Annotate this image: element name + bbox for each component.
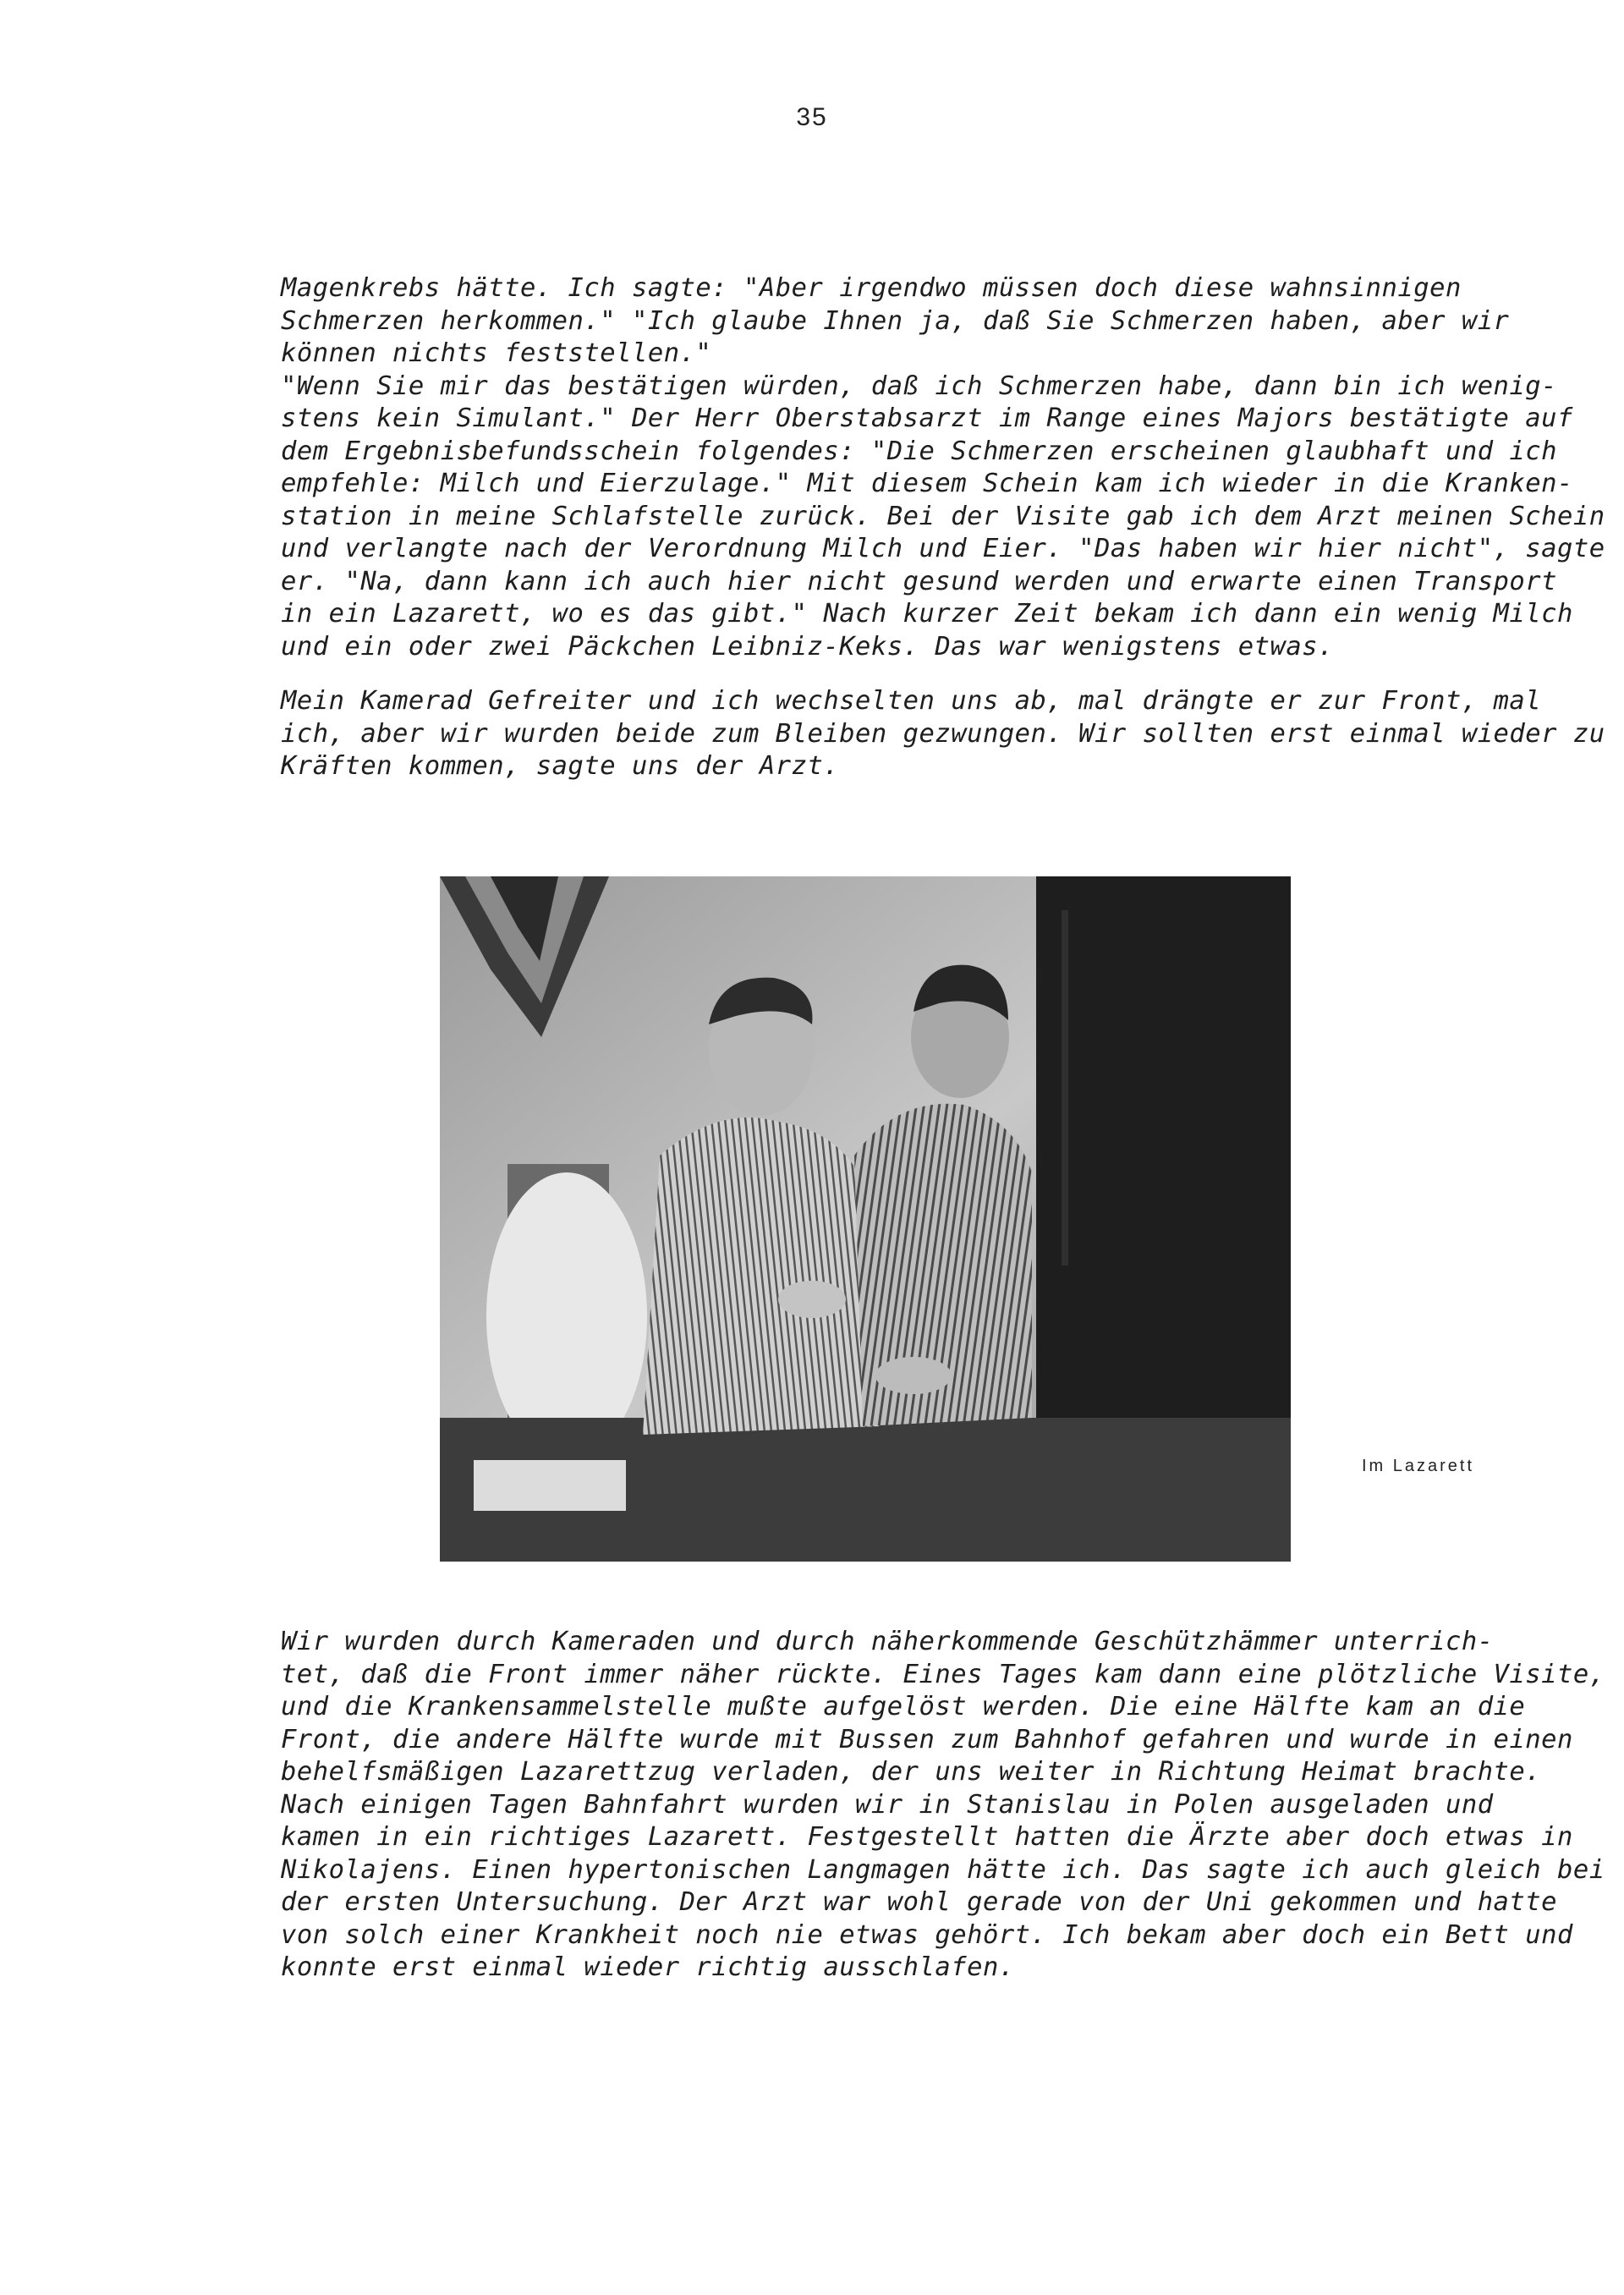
text-line: station in meine Schlafstelle zurück. Bei der Visite gab ich dem Arzt meinen Schein bbox=[281, 501, 1605, 531]
text-line: Nikolajens. Einen hypertonischen Langmagen hätte ich. Das sagte ich auch gleich bei bbox=[281, 1854, 1605, 1885]
paragraph-1 bbox=[281, 272, 1605, 663]
photo-caption: Im Lazarett bbox=[1362, 1457, 1475, 1475]
text-line: in ein Lazarett, wo es das gibt." Nach kurzer Zeit bekam ich dann ein wenig Milch bbox=[281, 599, 1573, 629]
text-line: konnte erst einmal wieder richtig ausschlafen. bbox=[281, 1952, 1015, 1982]
text-line: tet, daß die Front immer näher rückte. Eines Tages kam dann eine plötzliche Visite, bbox=[281, 1659, 1605, 1689]
page-number: 35 bbox=[796, 103, 828, 131]
text-line: stens kein Simulant." Der Herr Oberstabsarzt im Range eines Majors bestätigte auf bbox=[281, 404, 1573, 433]
text-line: empfehle: Milch und Eierzulage." Mit diesem Schein kam ich wieder in die Kranken- bbox=[281, 469, 1573, 498]
text-line: und die Krankensammelstelle mußte aufgelöst werden. Die eine Hälfte kam an die bbox=[281, 1692, 1526, 1721]
text-line: ich, aber wir wurden beide zum Bleiben gezwungen. Wir sollten erst einmal wieder zu bbox=[281, 718, 1605, 749]
text-line: Mein Kamerad Gefreiter und ich wechselten uns ab, mal drängte er zur Front, mal bbox=[281, 686, 1542, 716]
text-line: er. "Na, dann kann ich auch hier nicht gesund werden und erwarte einen Transport bbox=[281, 566, 1558, 596]
text-line: Front, die andere Hälfte wurde mit Bussen zum Bahnhof gefahren und wurde in einen bbox=[281, 1724, 1573, 1754]
text-line: Wir wurden durch Kameraden und durch näherkommende Geschützhämmer unterrich- bbox=[281, 1627, 1494, 1656]
text-line: "Wenn Sie mir das bestätigen würden, daß ich Schmerzen habe, dann bin ich wenig- bbox=[281, 371, 1558, 401]
text-line: Nach einigen Tagen Bahnfahrt wurden wir in Stanislau in Polen ausgeladen und bbox=[281, 1789, 1494, 1820]
text-line: und ein oder zwei Päckchen Leibniz-Keks. Das war wenigstens etwas. bbox=[281, 631, 1334, 662]
text-line: Magenkrebs hätte. Ich sagte: "Aber irgendwo müssen doch diese wahnsinnigen bbox=[281, 273, 1462, 303]
text-line: und verlangte nach der Verordnung Milch und Eier. "Das haben wir hier nicht", sagte bbox=[281, 534, 1605, 563]
text-line: Schmerzen herkommen." "Ich glaube Ihnen ja, daß Sie Schmerzen haben, aber wir bbox=[281, 305, 1510, 336]
paragraph-2 bbox=[281, 685, 1605, 783]
paragraph-3 bbox=[281, 1626, 1605, 1985]
text-line: von solch einer Krankheit noch nie etwas gehört. Ich bekam aber doch ein Bett und bbox=[281, 1919, 1573, 1950]
text-line: können nichts feststellen." bbox=[281, 338, 712, 368]
text-line: Kräften kommen, sagte uns der Arzt. bbox=[281, 751, 840, 781]
text-line: der ersten Untersuchung. Der Arzt war wohl gerade von der Uni gekommen und hatte bbox=[281, 1887, 1558, 1917]
text-line: kamen in ein richtiges Lazarett. Festgestellt hatten die Ärzte aber doch etwas in bbox=[281, 1822, 1573, 1852]
text-line: behelfsmäßigen Lazarettzug verladen, der uns weiter in Richtung Heimat brachte. bbox=[281, 1757, 1542, 1787]
photo-two-soldiers-in-hospital bbox=[440, 876, 1291, 1562]
text-line: dem Ergebnisbefundsschein folgendes: "Die Schmerzen erscheinen glaubhaft und ich bbox=[281, 436, 1558, 466]
